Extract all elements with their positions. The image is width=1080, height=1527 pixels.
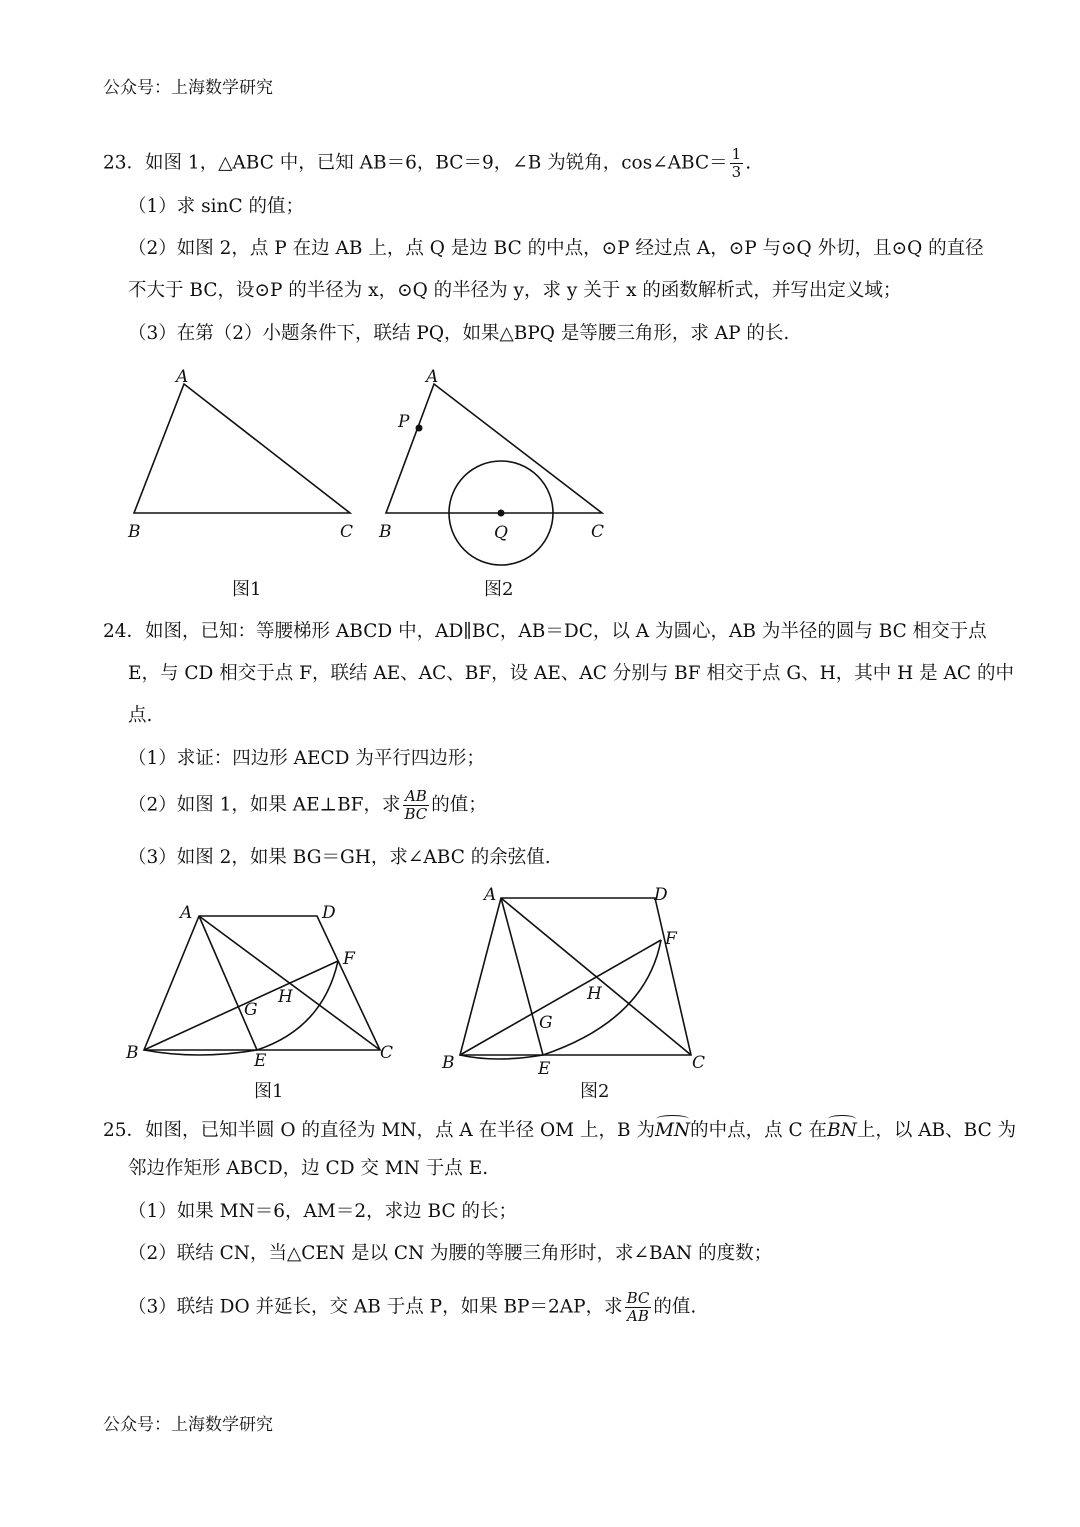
label-b: B (126, 1043, 139, 1063)
q23-part1: （1）求 sinC 的值； (128, 196, 305, 217)
q23-figure-1 (118, 362, 368, 552)
q24-ab-bc-fraction (403, 788, 430, 823)
label-h: H (278, 987, 293, 1007)
label-a: A (426, 367, 439, 387)
q24-frac-num: AB (404, 787, 427, 805)
q23-frac-num: 1 (731, 145, 742, 163)
q24-part2 (128, 788, 487, 823)
label-q: Q (494, 523, 508, 543)
segment-bf (144, 961, 338, 1050)
q24-fig1-caption: 图1 (254, 1081, 284, 1102)
q24-part2-end: 的值； (431, 794, 487, 816)
q25-part3-end: 的值. (653, 1296, 697, 1318)
q24-part1: （1）求证：四边形 AECD 为平行四边形； (128, 748, 485, 769)
q23-stem-text: 23．如图 1，△ABC 中，已知 AB＝6，BC＝9，∠B 为锐角，cos∠ABC＝ (103, 152, 728, 174)
q25-stem-line2: 邻边作矩形 ABCD，边 CD 交 MN 于点 E. (128, 1158, 489, 1179)
q25-part2: （2）联结 CN，当△CEN 是以 CN 为腰的等腰三角形时，求∠BAN 的度数； (128, 1243, 773, 1264)
label-e: E (538, 1059, 551, 1079)
page-header: 公众号：上海数学研究 (103, 78, 273, 98)
q25-text-b: 的中点，点 C 在 (690, 1120, 828, 1141)
label-f: F (665, 929, 677, 949)
label-b: B (128, 522, 141, 542)
label-b: B (379, 522, 392, 542)
q25-frac-den: AB (627, 1307, 649, 1325)
label-a: A (180, 903, 193, 923)
q24-part3: （3）如图 2，如果 BG＝GH，求∠ABC 的余弦值. (128, 847, 551, 868)
label-e: E (254, 1051, 267, 1071)
label-f: F (343, 949, 355, 969)
label-b: B (442, 1053, 455, 1073)
q24-stem-line3: 点. (128, 705, 153, 726)
point-q (498, 510, 505, 517)
q24-figure-1 (118, 888, 408, 1078)
q24-stem-line2: E，与 CD 相交于点 F，联结 AE、AC、BF，设 AE、AC 分别与 BF 相交于点 G、H，其中 H 是 AC 的中 (128, 663, 1014, 684)
label-c: C (692, 1053, 706, 1073)
label-c: C (591, 522, 605, 542)
q23-cos-fraction (730, 146, 744, 181)
q23-part2-line1: （2）如图 2，点 P 在边 AB 上，点 Q 是边 BC 的中点，⊙P 经过点 A，⊙P 与⊙Q 外切，且⊙Q 的直径 (128, 238, 984, 259)
q23-part3: （3）在第（2）小题条件下，联结 PQ，如果△BPQ 是等腰三角形，求 AP 的长. (128, 323, 790, 344)
q23-frac-den: 3 (731, 163, 742, 181)
q23-part2-line2: 不大于 BC，设⊙P 的半径为 x，⊙Q 的半径为 y，求 y 关于 x 的函数解析式，并写出定义域； (128, 280, 902, 301)
label-p: P (398, 412, 410, 432)
segment-ae (199, 916, 257, 1050)
q25-frac-num: BC (626, 1289, 650, 1307)
q23-stem (103, 146, 751, 181)
label-a: A (176, 367, 189, 387)
q23-figure-2 (370, 362, 620, 582)
q25-stem-line1 (103, 1115, 1016, 1143)
q25-part3-text: （3）联结 DO 并延长，交 AB 于点 P，如果 BP＝2AP，求 (128, 1296, 623, 1318)
triangle-abc (134, 384, 350, 513)
trapezoid-abcd (460, 898, 691, 1055)
label-g: G (244, 1000, 258, 1020)
page-footer: 公众号：上海数学研究 (103, 1415, 273, 1435)
q24-figure-2 (436, 880, 726, 1080)
q23-fig1-caption: 图1 (232, 579, 262, 600)
q24-fig2-caption: 图2 (580, 1081, 610, 1102)
label-g: G (539, 1013, 553, 1033)
q25-part3 (128, 1290, 696, 1325)
segment-ae (501, 898, 543, 1055)
q23-stem-end: . (745, 152, 752, 174)
point-p (416, 425, 423, 432)
label-d: D (322, 903, 336, 923)
label-c: C (340, 522, 354, 542)
q25-arc-mn: MN (655, 1115, 690, 1143)
label-h: H (587, 984, 602, 1004)
q25-part1: （1）如果 MN＝6，AM＝2，求边 BC 的长； (128, 1201, 517, 1222)
label-a: A (484, 885, 497, 905)
q24-frac-den: BC (404, 805, 428, 823)
trapezoid-abcd (144, 916, 380, 1050)
triangle-abc (386, 384, 602, 513)
q25-bc-ab-fraction (625, 1290, 652, 1325)
q24-stem-line1: 24．如图，已知：等腰梯形 ABCD 中，AD∥BC，AB＝DC，以 A 为圆心，AB 为半径的圆与 BC 相交于点 (103, 621, 987, 642)
label-c: C (380, 1043, 394, 1063)
q23-fig2-caption: 图2 (484, 579, 514, 600)
label-d: D (654, 885, 668, 905)
q25-arc-bn: BN (827, 1115, 857, 1143)
q25-text-a: 25．如图，已知半圆 O 的直径为 MN，点 A 在半径 OM 上，B 为 (103, 1120, 655, 1141)
q24-part2-text: （2）如图 1，如果 AE⊥BF，求 (128, 794, 401, 816)
segment-bf (460, 940, 661, 1055)
q25-text-c: 上，以 AB、BC 为 (856, 1120, 1017, 1141)
